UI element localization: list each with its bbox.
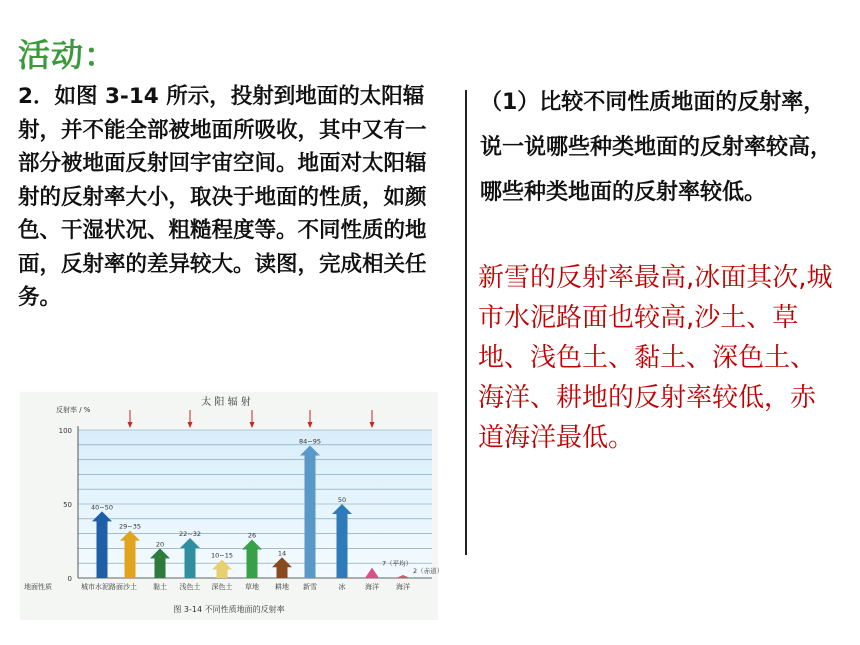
radiation-arrowhead	[188, 422, 193, 428]
category-label: 海洋	[365, 583, 379, 591]
reflectance-chart	[20, 392, 444, 620]
chart-title: 太 阳 辐 射	[201, 397, 251, 408]
data-label: 2（赤道）	[413, 567, 444, 576]
figure-caption: 图 3-14 不同性质地面的反射率	[173, 605, 285, 614]
category-label: 沙土	[123, 583, 137, 591]
passage-paragraph: 2．如图 3-14 所示，投射到地面的太阳辐射，并不能全部被地面所吸收，其中又有一部分被地面反射回宇宙空间。地面对太阳辐射的反射率大小，取决于地面的性质，如颜色、干湿状况、粗糙程度等。不同性质的地面，反射率的差异较大。读图，完成相关任务。	[18, 84, 427, 310]
y-tick-label: 0	[67, 575, 72, 583]
activity-title: 活动：	[18, 36, 118, 74]
data-label: 22~32	[179, 530, 201, 539]
data-label: 14	[277, 549, 287, 558]
data-label: 84~95	[299, 437, 321, 446]
answer-text: 新雪的反射率最高,冰面其次,城市水泥路面也较高,沙土、草地、浅色土、黏土、深色土、海洋、耕地的反射率较低，赤道海洋最低。	[478, 263, 833, 453]
divider-line	[465, 90, 467, 555]
category-label: 浅色土	[179, 583, 201, 591]
radiation-arrowhead	[250, 422, 255, 428]
category-label: 新雪	[303, 583, 317, 591]
x-axis-label: 地面性质	[24, 583, 52, 591]
data-label: 20	[155, 540, 165, 549]
category-label: 深色土	[211, 583, 233, 591]
data-label: 10~15	[211, 551, 233, 560]
category-label: 城市水泥路面	[81, 583, 123, 591]
passage-text	[18, 80, 438, 315]
data-label: 26	[247, 531, 257, 540]
y-axis-label: 反射率 / %	[56, 406, 91, 414]
radiation-arrowhead	[128, 422, 133, 428]
question-text: （1）比较不同性质地面的反射率，说一说哪些种类地面的反射率较高，哪些种类地面的反射率较低。	[480, 90, 833, 205]
data-label: 40~50	[91, 503, 113, 512]
reflectance-figure	[20, 392, 444, 620]
category-label: 海洋	[396, 583, 410, 591]
y-tick-label: 100	[58, 427, 72, 435]
radiation-arrowhead	[370, 422, 375, 428]
data-label: 50	[337, 496, 347, 504]
category-label: 草地	[245, 583, 259, 591]
category-label: 冰	[338, 583, 346, 591]
y-tick-label: 50	[63, 501, 72, 509]
data-label: 29~35	[119, 522, 141, 531]
category-label: 耕地	[275, 583, 289, 591]
radiation-arrowhead	[308, 422, 313, 428]
category-label: 黏土	[153, 583, 167, 591]
data-label: 7（平均）	[382, 559, 413, 568]
